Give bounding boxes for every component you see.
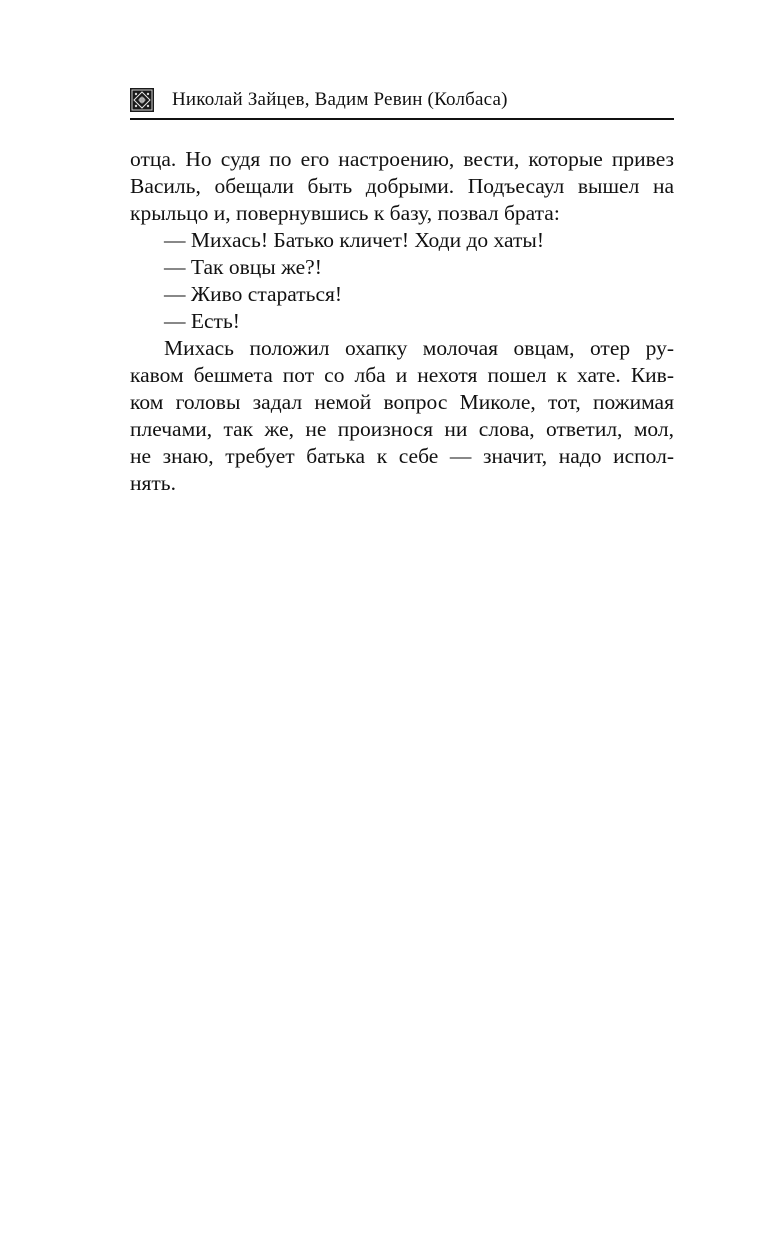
dialogue-line: — Так овцы же?!: [164, 255, 322, 279]
text-line: плечами, так же, не произнося ни слова, ответил, мол,: [130, 417, 674, 441]
text-line: не знаю, требует батька к себе — значит, надо испол-: [130, 444, 674, 468]
running-header-title: Николай Зайцев, Вадим Ревин (Колбаса): [172, 89, 508, 110]
dialogue-line: — Живо стараться!: [164, 282, 343, 306]
running-header: [130, 86, 674, 120]
text-line: крыльцо и, повернувшись к базу, позвал брата:: [130, 201, 560, 225]
ornament-icon: [130, 88, 154, 112]
dialogue-line: — Михась! Батько кличет! Ходи до хаты!: [164, 228, 545, 252]
text-line: нять.: [130, 471, 176, 495]
text-line: ком головы задал немой вопрос Миколе, тот, пожимая: [130, 390, 674, 414]
body-text: [130, 146, 674, 497]
text-line: кавом бешмета пот со лба и нехотя пошел к хате. Кив-: [130, 363, 674, 387]
text-line: Василь, обещали быть добрыми. Подъесаул вышел на: [130, 174, 674, 198]
text-line: отца. Но судя по его настроению, вести, которые привез: [130, 147, 674, 171]
dialogue-line: — Есть!: [164, 309, 240, 333]
text-line: Михась положил охапку молочая овцам, отер ру-: [164, 336, 674, 360]
